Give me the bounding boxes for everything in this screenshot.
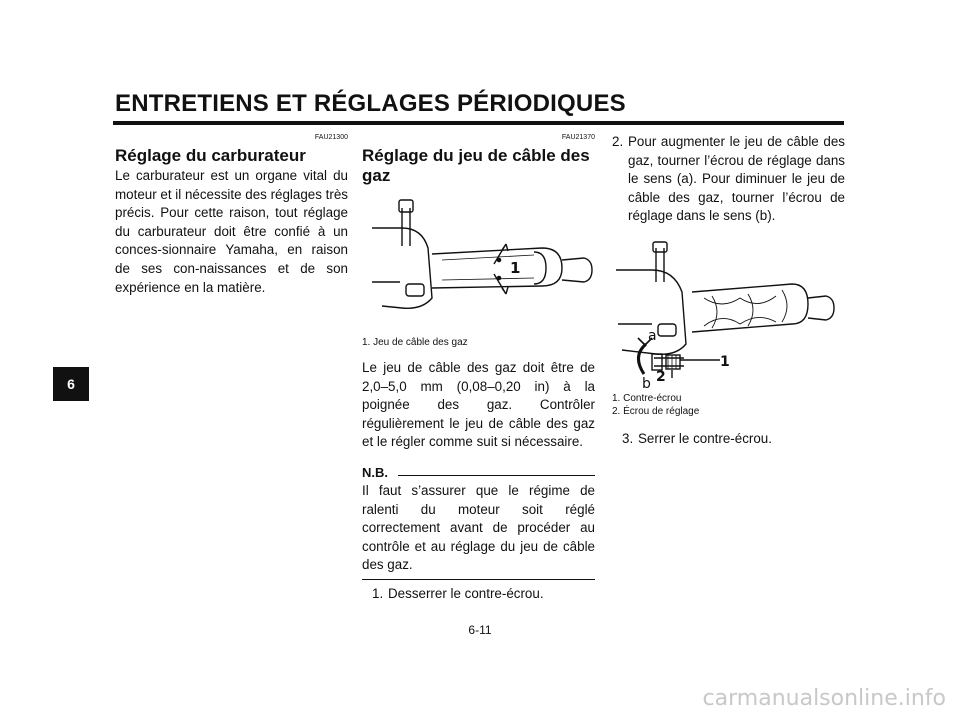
section-title-line1: Réglage du jeu de câble des: [362, 146, 590, 165]
figure-adjusting-nut: [612, 240, 845, 392]
throttle-cable-paragraph: Le jeu de câble des gaz doit être de 2,0–5,0 mm (0,08–0,20 in) à la poignée des gaz. Contrôler régulièrement le jeu de câble des gaz et le régler comme suit si nécessaire.: [362, 360, 595, 450]
adjusting-nut-illustration: [612, 240, 845, 392]
nb-bottom-rule: [362, 579, 595, 580]
step-1-number: 1.: [372, 585, 384, 601]
figure-label-2: 2: [656, 368, 666, 385]
figure-caption-1: 1. Contre-écrou: [612, 392, 682, 404]
page-number: 6-11: [468, 623, 492, 637]
figure-label-b: b: [642, 375, 651, 392]
section-title-line2: gaz: [362, 166, 391, 185]
step-3-number: 3.: [622, 430, 634, 446]
reference-code: FAU21370: [561, 134, 595, 141]
step-1-text: Desserrer le contre-écrou.: [388, 585, 544, 601]
column-adjustment-steps: [612, 133, 845, 449]
step-3: [612, 430, 845, 449]
throttle-grip-illustration: [362, 198, 595, 316]
page-header-title: ENTRETIENS ET RÉGLAGES PÉRIODIQUES: [115, 90, 626, 117]
watermark: carmanualsonline.info: [702, 686, 946, 711]
figure-label-a: a: [648, 327, 657, 344]
figure-caption-2: 2. Écrou de réglage: [612, 405, 700, 417]
nb-text: Il faut s’assurer que le régime de ralenti du moteur soit réglé correctement avant de procéder au contrôle et au réglage du jeu de câble des gaz.: [362, 482, 595, 573]
reference-code: FAU21300: [314, 134, 348, 141]
nb-heading: [362, 464, 595, 482]
step-2-text: Pour augmenter le jeu de câble des gaz, tourner l’écrou de réglage dans le sens (a). Pour diminuer le jeu de câble des gaz, tourner l’écrou de réglage dans le sens (b).: [628, 134, 845, 224]
step-2-number: 2.: [612, 134, 624, 149]
section-title-throttle-cable: [362, 146, 595, 186]
header-rule: [113, 121, 844, 125]
figure-label-2-row: [612, 368, 845, 388]
nb-heading-rule: [398, 475, 595, 476]
carburetor-paragraph: Le carburateur est un organe vital du moteur et il nécessite des réglages très précis. Pour cette raison, tout réglage du carburateur doit être confié à un conces-sionnaire Yamaha, en raison de ses con-naissances et de son expérience en la matière.: [115, 168, 348, 295]
column-carburetor: [115, 133, 348, 297]
column-throttle-cable: [362, 133, 595, 604]
step-1: [362, 585, 595, 604]
step-3-text: Serrer le contre-écrou.: [638, 430, 772, 446]
figure-label-1: 1: [720, 353, 730, 370]
figure-label-1: 1: [510, 259, 521, 277]
chapter-tab: 6: [53, 367, 89, 401]
figure-caption: 1. Jeu de câble des gaz: [362, 337, 468, 348]
section-title-carburetor: Réglage du carburateur: [115, 146, 306, 165]
nb-label: N.B.: [362, 464, 388, 480]
step-2: [612, 133, 845, 226]
figure-throttle-grip: [362, 198, 595, 316]
